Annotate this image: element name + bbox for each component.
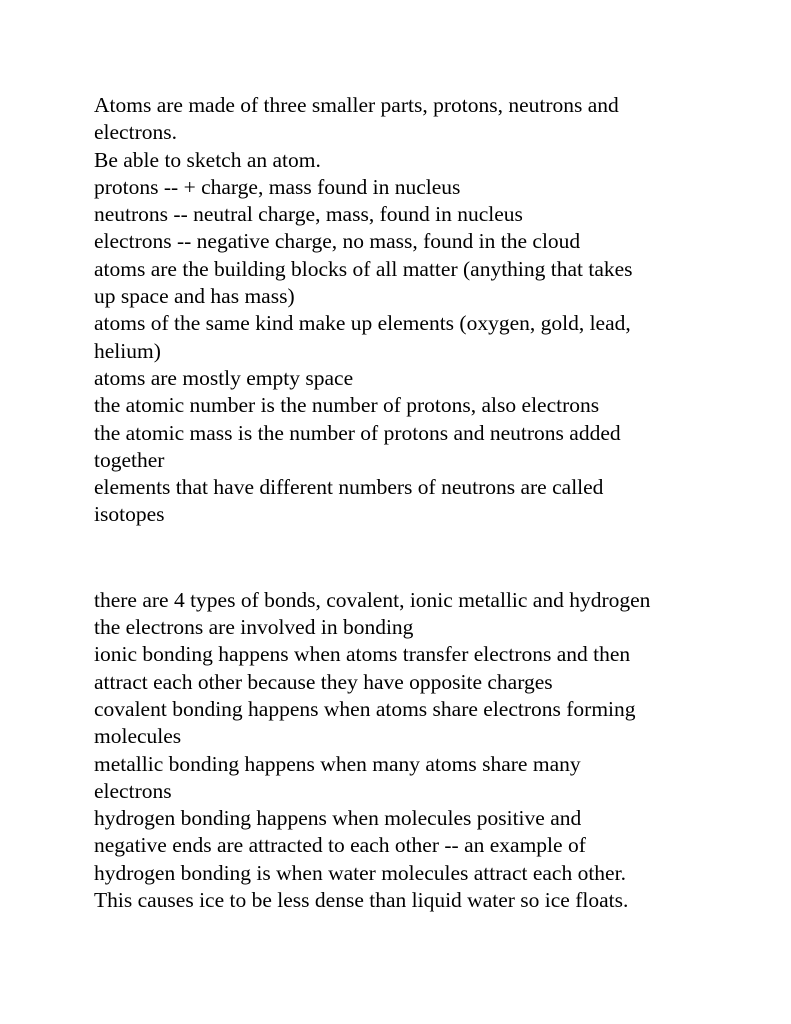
bonding-section	[94, 587, 714, 915]
text-line: attract each other because they have opposite charges	[94, 669, 553, 694]
text-line: the atomic mass is the number of protons and neutrons added	[94, 420, 621, 445]
text-line: up space and has mass)	[94, 284, 295, 309]
text-line: atoms are mostly empty space	[94, 365, 354, 390]
text-line: Atoms are made of three smaller parts, protons, neutrons and	[94, 93, 619, 117]
text-line: negative ends are attracted to each other -- an example of	[94, 833, 586, 858]
text-line: the atomic number is the number of protons, also electrons	[94, 393, 600, 418]
text-line: ionic bonding happens when atoms transfer electrons and then	[94, 642, 631, 667]
text-line: Be able to sketch an atom.	[94, 147, 321, 172]
text-line: electrons.	[94, 120, 177, 145]
text-line: electrons -- negative charge, no mass, found in the cloud	[94, 229, 581, 254]
text-line: the electrons are involved in bonding	[94, 615, 414, 640]
text-line: hydrogen bonding happens when molecules positive and	[94, 806, 582, 831]
text-line: neutrons -- neutral charge, mass, found in nucleus	[94, 202, 523, 227]
text-line: covalent bonding happens when atoms share electrons forming	[94, 696, 636, 721]
text-line: atoms of the same kind make up elements (oxygen, gold, lead,	[94, 311, 631, 336]
text-line: isotopes	[94, 502, 165, 527]
text-line: together	[94, 447, 165, 472]
section-spacer	[94, 529, 714, 587]
text-line: This causes ice to be less dense than liquid water so ice floats.	[94, 888, 629, 913]
document-body	[94, 92, 714, 914]
text-line: metallic bonding happens when many atoms share many	[94, 751, 581, 776]
text-line: protons -- + charge, mass found in nucleus	[94, 174, 461, 199]
atoms-section	[94, 92, 714, 529]
text-line: electrons	[94, 778, 172, 803]
text-line: atoms are the building blocks of all matter (anything that takes	[94, 256, 633, 281]
text-line: there are 4 types of bonds, covalent, ionic metallic and hydrogen	[94, 587, 651, 612]
text-line: helium)	[94, 338, 161, 363]
text-line: molecules	[94, 724, 182, 749]
text-line: hydrogen bonding is when water molecules attract each other.	[94, 860, 626, 885]
text-line: elements that have different numbers of neutrons are called	[94, 475, 604, 500]
